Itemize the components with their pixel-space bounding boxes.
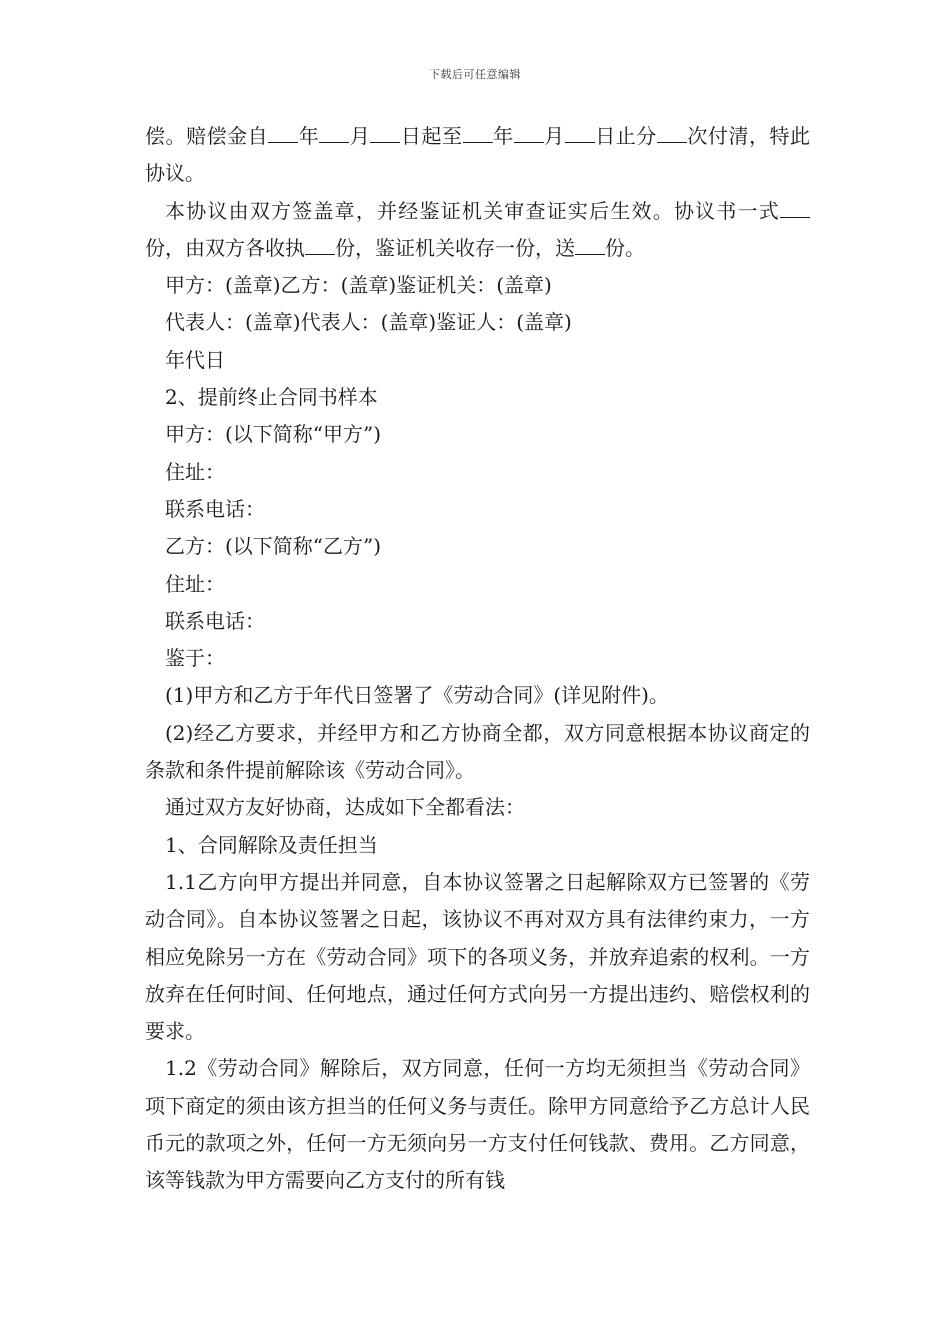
paragraph-text: 份，由双方各收执 — [145, 235, 305, 260]
whereas-item-1: (1)甲方和乙方于年代日签署了《劳动合同》(详见附件)。 — [165, 683, 669, 708]
paragraph-text: 月 — [349, 124, 371, 148]
document-body — [145, 118, 810, 1200]
fill-in-blank — [514, 122, 544, 143]
paragraph-text: 份，鉴证机关收存一份，送 — [335, 235, 575, 260]
fill-in-blank — [463, 122, 493, 143]
fill-in-blank — [575, 234, 605, 255]
party-b-line: 乙方：(以下简称“乙方”) — [165, 534, 382, 559]
paragraph-text: 偿。赔偿金自 — [145, 124, 269, 148]
party-a-address: 住址： — [165, 459, 225, 484]
fill-in-blank — [319, 122, 349, 143]
fill-in-blank — [780, 197, 810, 218]
paragraph-text: 年 — [492, 124, 514, 148]
paragraph — [145, 193, 810, 268]
whereas-item-2: (2)经乙方要求，并经甲方和乙方协商全都，双方同意根据本协议商定的条款和条件提前解除该《劳动合同》。 — [145, 720, 810, 783]
clause-heading: 1、合同解除及责任担当 — [165, 832, 378, 857]
fill-in-blank — [657, 122, 687, 143]
paragraph-text: 份。 — [605, 235, 645, 260]
fill-in-blank — [565, 122, 595, 143]
signature-line-representatives: 代表人：(盖章)代表人：(盖章)鉴证人：(盖章) — [165, 310, 572, 335]
paragraph-text: 日起至 — [400, 124, 463, 148]
page-header: 下载后可任意编辑 — [429, 68, 521, 81]
paragraph-text: 次付清，特此协议。 — [145, 124, 811, 186]
paragraph-text: 年 — [298, 124, 320, 148]
whereas-heading: 鉴于： — [165, 646, 225, 671]
party-b-address: 住址： — [165, 571, 225, 596]
fill-in-blank — [268, 122, 298, 143]
clause-1-1: 1.1乙方向甲方提出并同意，自本协议签署之日起解除双方已签署的《劳动合同》。自本协议签署之日起，该协议不再对双方具有法律约束力，一方相应免除另一方在《劳动合同》项下的各项义务，并放弃追索的权利。一方放弃在任何时间、任何地点，通过任何方式向另一方提出违约、赔偿权利的要求。 — [145, 869, 810, 1044]
fill-in-blank — [370, 122, 400, 143]
party-a-phone: 联系电话： — [165, 496, 265, 521]
agreement-intro: 通过双方友好协商，达成如下全都看法： — [165, 795, 525, 820]
paragraph — [145, 118, 810, 193]
paragraph-text: 本协议由双方签盖章，并经鉴证机关审查证实后生效。协议书一式 — [165, 198, 780, 223]
section-heading: 2、提前终止合同书样本 — [165, 385, 378, 410]
party-b-phone: 联系电话： — [165, 608, 265, 633]
paragraph-text: 日止分 — [594, 124, 657, 148]
date-line: 年代日 — [165, 347, 225, 372]
clause-1-2: 1.2《劳动合同》解除后，双方同意，任何一方均无须担当《劳动合同》项下商定的须由该方担当的任何义务与责任。除甲方同意给予乙方总计人民币元的款项之外，任何一方无须向另一方支付任何钱款、费用。乙方同意，该等钱款为甲方需要向乙方支付的所有钱 — [145, 1056, 810, 1193]
paragraph-text: 月 — [543, 124, 565, 148]
party-a-line: 甲方：(以下简称“甲方”) — [165, 422, 382, 447]
signature-line-seals: 甲方：(盖章)乙方：(盖章)鉴证机关：(盖章) — [165, 273, 552, 298]
fill-in-blank — [305, 234, 335, 255]
